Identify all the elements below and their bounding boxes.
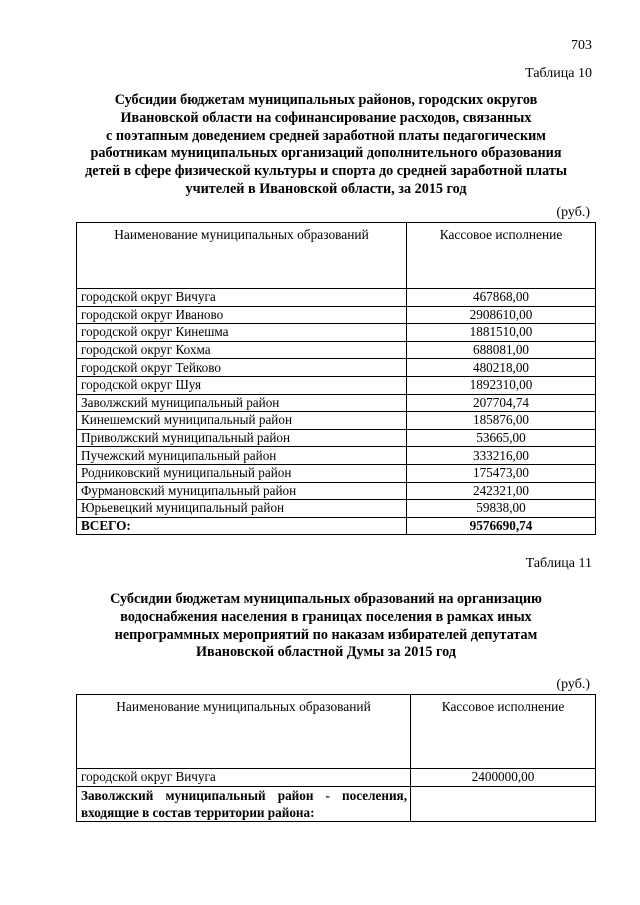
municipality-name: городской округ Шуя xyxy=(77,376,407,394)
table-11-title xyxy=(60,591,592,662)
table-row xyxy=(77,376,596,394)
amount: 1892310,00 xyxy=(407,376,596,394)
table-row xyxy=(77,786,596,821)
amount: 333216,00 xyxy=(407,447,596,465)
section-name: Заволжский муниципальный район - поселения, входящие в состав территории района: xyxy=(77,786,411,821)
title-line: Ивановской областной Думы за 2015 год xyxy=(196,644,456,661)
column-header-name: Наименование муниципальных образований xyxy=(77,223,407,289)
municipality-name: городской округ Вичуга xyxy=(77,769,411,787)
table-row xyxy=(77,769,596,787)
municipality-name: городской округ Кинешма xyxy=(77,324,407,342)
municipality-name: городской округ Тейково xyxy=(77,359,407,377)
amount: 53665,00 xyxy=(407,429,596,447)
title-line: Субсидии бюджетам муниципальных районов, городских округов xyxy=(114,92,538,108)
amount: 688081,00 xyxy=(407,341,596,359)
municipality-name: городской округ Вичуга xyxy=(77,289,407,307)
amount: 2908610,00 xyxy=(407,306,596,324)
table-row xyxy=(77,341,596,359)
title-line: работникам муниципальных организаций дополнительного образования xyxy=(90,145,562,162)
table-10 xyxy=(76,222,596,535)
table-row xyxy=(77,306,596,324)
municipality-name: Родниковский муниципальный район xyxy=(77,464,407,482)
municipality-name: Приволжский муниципальный район xyxy=(77,429,407,447)
amount: 59838,00 xyxy=(407,500,596,518)
table-11 xyxy=(76,694,596,822)
municipality-name: городской округ Кохма xyxy=(77,341,407,359)
title-line: учителей в Ивановской области, за 2015 год xyxy=(185,180,467,197)
table-11-label: Таблица 11 xyxy=(525,556,592,571)
table-10-unit: (руб.) xyxy=(556,205,590,220)
table-row xyxy=(77,289,596,307)
table-row xyxy=(77,394,596,412)
table-row xyxy=(77,412,596,430)
title-line: Ивановской области на софинансирование расходов, связанных xyxy=(120,109,532,126)
municipality-name: Фурмановский муниципальный район xyxy=(77,482,407,500)
column-header-name: Наименование муниципальных образований xyxy=(77,695,411,769)
amount: 185876,00 xyxy=(407,412,596,430)
column-header-amount: Кассовое исполнение xyxy=(407,223,596,289)
table-row xyxy=(77,429,596,447)
amount: 1881510,00 xyxy=(407,324,596,342)
table-row xyxy=(77,324,596,342)
amount: 207704,74 xyxy=(407,394,596,412)
amount: 467868,00 xyxy=(407,289,596,307)
page-number: 703 xyxy=(571,38,592,53)
title-line: с поэтапным доведением средней заработной платы педагогическим xyxy=(106,127,546,144)
amount: 480218,00 xyxy=(407,359,596,377)
table-row xyxy=(77,464,596,482)
table-row xyxy=(77,517,596,535)
table-10-label: Таблица 10 xyxy=(525,66,592,81)
table-row xyxy=(77,359,596,377)
municipality-name: Кинешемский муниципальный район xyxy=(77,412,407,430)
table-10-title xyxy=(60,92,592,199)
column-header-amount: Кассовое исполнение xyxy=(411,695,596,769)
municipality-name: Пучежский муниципальный район xyxy=(77,447,407,465)
amount: 9576690,74 xyxy=(407,517,596,535)
amount: 242321,00 xyxy=(407,482,596,500)
table-row xyxy=(77,482,596,500)
municipality-name: ВСЕГО: xyxy=(77,517,407,535)
table-11-unit: (руб.) xyxy=(556,677,590,692)
municipality-name: Юрьевецкий муниципальный район xyxy=(77,500,407,518)
title-line: детей в сфере физической культуры и спорта до средней заработной платы xyxy=(85,163,567,180)
municipality-name: городской округ Иваново xyxy=(77,306,407,324)
amount: 175473,00 xyxy=(407,464,596,482)
title-line: Субсидии бюджетам муниципальных образований на организацию xyxy=(110,591,542,607)
amount xyxy=(411,786,596,821)
title-line: водоснабжения населения в границах поселения в рамках иных xyxy=(120,608,532,625)
title-line: непрограммных мероприятий по наказам избирателей депутатам xyxy=(114,626,538,643)
municipality-name: Заволжский муниципальный район xyxy=(77,394,407,412)
table-row xyxy=(77,447,596,465)
table-row xyxy=(77,500,596,518)
amount: 2400000,00 xyxy=(411,769,596,787)
